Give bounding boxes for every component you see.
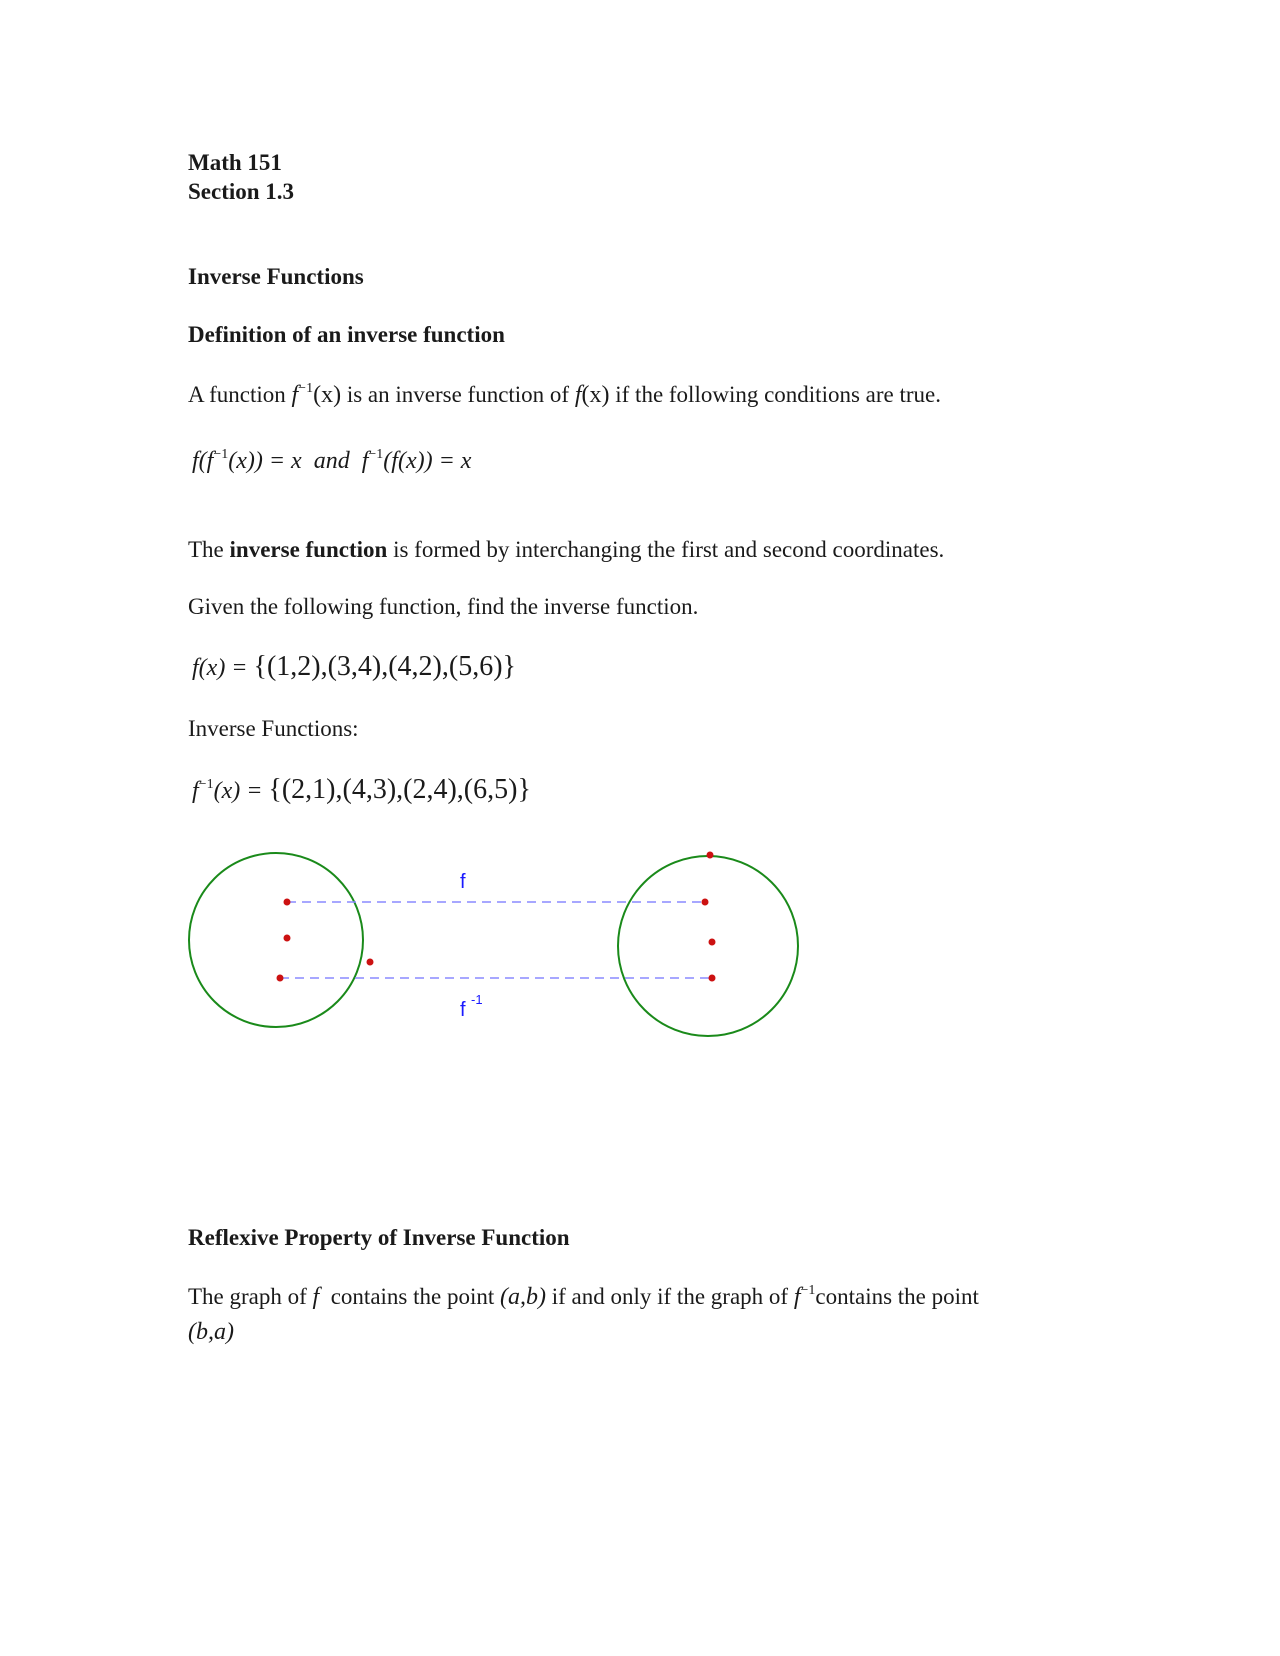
- label-f-inverse: f: [460, 999, 466, 1021]
- graph-finv-symbol: $f^{-1}$: [793, 1283, 816, 1310]
- point-b-a: (b,a): [188, 1319, 234, 1345]
- domain-point: [284, 899, 291, 906]
- reflexive-sentence: The graph of f contains the point (a,b) if and only if the graph of $f^{-1}contains$ the point: [188, 1283, 979, 1310]
- domain-point: [284, 935, 291, 942]
- function-definition: f(x) = {(1,2),(3,4),(4,2),(5,6)}: [192, 651, 516, 682]
- definition-sentence: [188, 380, 941, 410]
- inverse-symbol: $f^{-1}(x)$: [291, 381, 342, 408]
- range-point: [709, 939, 716, 946]
- inverse-function-term: inverse function: [229, 537, 388, 562]
- circle-handle-point: [707, 852, 714, 859]
- prompt-text: Given the following function, find the inverse function.: [188, 594, 699, 619]
- label-f: f: [460, 871, 466, 893]
- point-a-b: (a,b): [500, 1284, 546, 1310]
- topic-heading: Inverse Functions: [188, 264, 364, 289]
- range-point: [702, 899, 709, 906]
- function-set: {(1,2),(3,4),(4,2),(5,6)}: [253, 651, 516, 682]
- definition-text-a: A function: [188, 382, 286, 407]
- inverse-definition: $f^{-1}(x) = \{(2,1),(4,3),(2,4),(6,5)\}$: [192, 774, 531, 805]
- circle-handle-point: [367, 959, 374, 966]
- range-point: [709, 975, 716, 982]
- label-f-inverse-sup: -1: [471, 992, 483, 1007]
- inverse-label: Inverse Functions:: [188, 716, 359, 741]
- function-symbol: f(x): [574, 382, 610, 408]
- course-title: Math 151: [188, 150, 282, 175]
- definition-text-c: if the following conditions are true.: [615, 382, 942, 407]
- mapping-diagram: [188, 850, 808, 1050]
- inverse-set: {(2,1),(4,3),(2,4),(6,5)}: [268, 774, 531, 805]
- domain-point: [277, 975, 284, 982]
- definition-text-b: is an inverse function of: [346, 382, 570, 407]
- graph-f-symbol: f: [312, 1284, 320, 1310]
- domain-circle: [189, 853, 363, 1027]
- conditions-and: and: [313, 448, 350, 474]
- section-title: Section 1.3: [188, 179, 295, 204]
- inverse-conditions: $f(f^{-1}(x)) = x$ and $f^{-1}(f(x)) = x$: [192, 447, 472, 474]
- range-circle: [618, 856, 798, 1036]
- reflexive-heading: Reflexive Property of Inverse Function: [188, 1225, 570, 1250]
- definition-heading: Definition of an inverse function: [188, 322, 505, 347]
- formation-sentence: The inverse function is formed by interchanging the first and second coordinates.: [188, 537, 945, 562]
